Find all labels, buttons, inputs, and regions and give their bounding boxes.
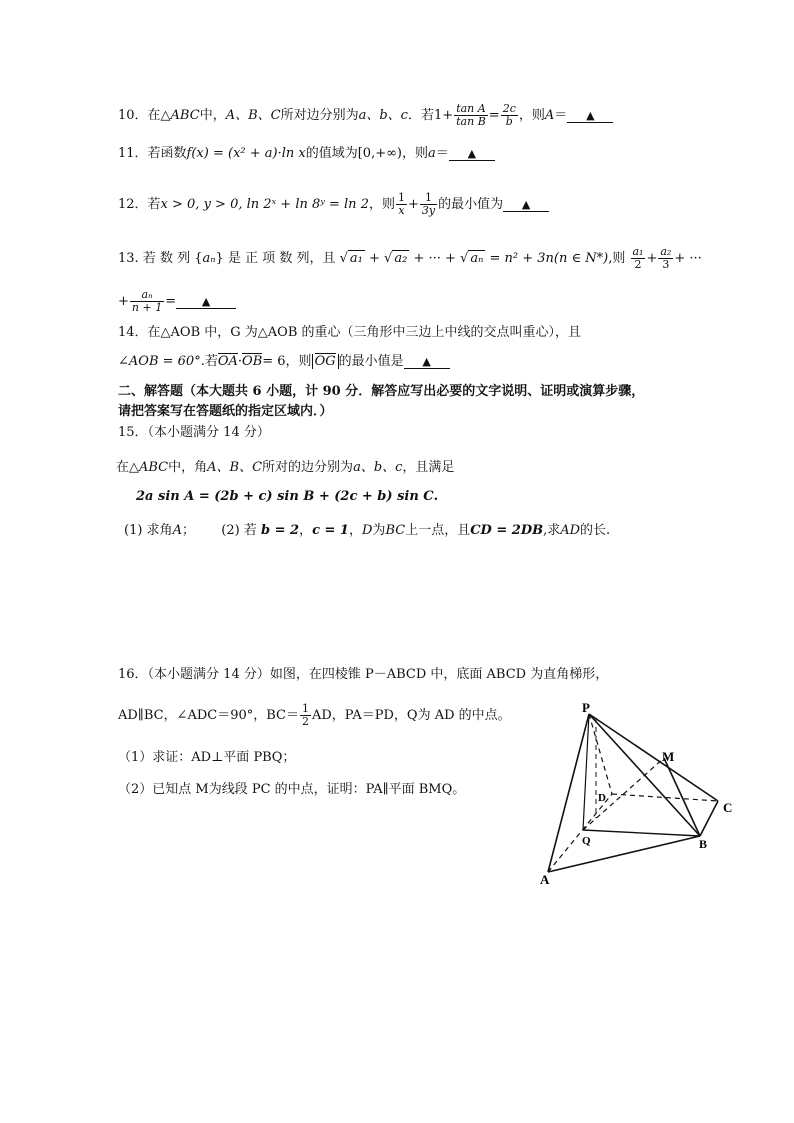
section-2-heading: 二、解答题（本大题共 6 小题，计 90 分．解答应写出必要的文字说明、证明或演算步骤， bbox=[118, 384, 645, 399]
question-15-equation bbox=[136, 487, 438, 507]
q15-part1-end: ； bbox=[181, 523, 195, 538]
q15-part2-end: 的长. bbox=[580, 523, 611, 538]
question-16-part2: （2）已知点 M为线段 PC 的中点，证明：PA∥平面 BMQ。 bbox=[118, 782, 466, 797]
question-16-line2 bbox=[118, 703, 511, 728]
q11-suffix: ，则 bbox=[402, 146, 429, 161]
q15-part1-pre: (1) 求角 bbox=[124, 523, 173, 538]
label-A: A bbox=[540, 872, 550, 887]
label-B: B bbox=[699, 837, 708, 851]
sqrt-icon: √ bbox=[339, 251, 348, 266]
q10-fraction-2c-b: $\frac{2c}{b}$ bbox=[502, 102, 516, 128]
q13-line2-plus: + bbox=[118, 294, 129, 309]
q13-text: } 是 正 项 数 列，且 bbox=[215, 251, 336, 266]
q10-text3: ．若1+ bbox=[407, 108, 454, 123]
q12-plus: + bbox=[407, 197, 419, 212]
q13-sqrt-a2: a₂ bbox=[394, 251, 408, 266]
q13-sqrt-an: aₙ bbox=[470, 251, 484, 266]
q13-plus: + bbox=[369, 251, 380, 266]
q13-answer-blank: ▲ bbox=[176, 295, 236, 309]
q12-fraction-1-x: $\frac{1}{x}$ bbox=[397, 191, 405, 217]
edge-AB bbox=[548, 836, 700, 872]
q13-equals: = bbox=[165, 294, 177, 309]
question-15-parts: (1) 求角A； (2) 若 b = 2，c = 1，D为BC上一点，且CD = 2DB,求AD的长. bbox=[124, 523, 611, 538]
q11-equals: ＝ bbox=[435, 146, 449, 161]
question-15-stem bbox=[116, 458, 454, 478]
q15-part2-q: ,求 bbox=[543, 523, 561, 538]
edge-PA bbox=[548, 714, 589, 872]
q15-part2-cd: CD = 2DB bbox=[470, 523, 544, 538]
label-D: D bbox=[598, 792, 606, 804]
q14-vector-OA: OA bbox=[218, 352, 238, 372]
q16-line2-post: AD，PA＝PD，Q为 AD 的中点。 bbox=[312, 708, 511, 723]
label-P: P bbox=[582, 700, 590, 715]
q15-stem-end: ，且满足 bbox=[402, 460, 455, 475]
q15-part2-AD: AD bbox=[560, 523, 581, 538]
q15-part2-b: b = 2 bbox=[260, 523, 300, 538]
q15-stem-pre: 在△ bbox=[116, 460, 139, 475]
q11-prefix: 11．若函数 bbox=[118, 146, 187, 161]
q10-equals2: ＝ bbox=[554, 108, 568, 123]
q12-text: ，则 bbox=[368, 197, 395, 212]
q15-part2-pre: (2) 若 bbox=[221, 523, 257, 538]
q11-a: a bbox=[428, 146, 436, 161]
q13-sqrt-a1: a₁ bbox=[349, 251, 363, 266]
q16-line2-pre: AD∥BC，∠ADC＝90°，BC＝ bbox=[118, 708, 299, 723]
q10-fraction-tan: $\frac{\text{tan A}}{\text{tan B}}$ bbox=[456, 102, 486, 128]
q14-abs-OG bbox=[312, 354, 339, 369]
q11-answer-blank: ▲ bbox=[449, 147, 495, 161]
q10-text2: 所对边分别为 bbox=[280, 108, 359, 123]
q15-part2-D: D bbox=[361, 523, 373, 538]
q14-angle: ∠AOB = 60° bbox=[118, 354, 201, 369]
q12-fraction-1-3y: $\frac{1}{3y}$ bbox=[421, 191, 436, 217]
q10-suffix: ，则 bbox=[518, 108, 545, 123]
q14-answer-blank: ▲ bbox=[404, 355, 450, 369]
q11-text: 的值域为 bbox=[305, 146, 358, 161]
q15-equation-text: 2a sin A = (2b + c) sin B + (2c + b) sin C bbox=[136, 489, 434, 504]
q12-condition: x > 0, y > 0, ln 2ˣ + ln 8ʸ = ln 2 bbox=[160, 197, 369, 212]
segment-QB bbox=[583, 830, 700, 836]
q14-then: ，则 bbox=[285, 354, 312, 369]
edge-PC bbox=[589, 714, 718, 801]
q12-suffix: 的最小值为 bbox=[438, 197, 504, 212]
question-13: 13. 若 数 列 {aₙ} 是 正 项 数 列，且 √ a₁ + √ a₂ + ··· + √ aₙ = n² + 3n(n ∈ N*),则 $\frac{\text{a₁}}{2}$ + $\frac{\text{a₂}}{3}$ + ··· bbox=[118, 245, 702, 271]
q10-A: A bbox=[544, 108, 555, 123]
q13-fraction-an-n1: $\frac{\text{aₙ}}{n + 1}$ bbox=[131, 288, 163, 314]
q10-angles: A、B、C bbox=[225, 108, 281, 123]
q13-formula: = n² + 3n(n ∈ N*) bbox=[489, 251, 609, 266]
q12-prefix: 12．若 bbox=[118, 197, 161, 212]
q15-sides: a、b、c bbox=[353, 460, 403, 475]
q13-prefix: 13. 若 数 列 { bbox=[118, 251, 203, 266]
question-16-line1: 16．（本小题满分 14 分）如图，在四棱锥 P－ABCD 中，底面 ABCD 为直角梯形， bbox=[118, 667, 609, 682]
sqrt-icon: √ bbox=[460, 251, 469, 266]
q10-answer-blank: ▲ bbox=[567, 109, 613, 123]
q10-equals: = bbox=[488, 108, 500, 123]
q11-range: [0,+∞) bbox=[357, 146, 403, 161]
q10-text: 中， bbox=[199, 108, 226, 123]
label-M: M bbox=[662, 749, 675, 764]
q11-function: f(x) = (x² + a)·ln x bbox=[186, 146, 306, 161]
q14-vector-OB: OB bbox=[242, 352, 262, 372]
question-15-header: 15．（本小题满分 14 分） bbox=[118, 425, 270, 440]
q14-vector-OG: OG bbox=[315, 352, 336, 372]
label-C: C bbox=[723, 800, 733, 815]
q15-stem-mid: 中，角 bbox=[168, 460, 208, 475]
q10-prefix: 10．在△ bbox=[118, 108, 171, 123]
q13-fraction-a2-3: $\frac{\text{a₂}}{3}$ bbox=[660, 245, 672, 271]
q10-triangle: ABC bbox=[170, 108, 200, 123]
q14-eq6: = 6 bbox=[262, 354, 286, 369]
q13-sequence: aₙ bbox=[202, 251, 216, 266]
segment-QM-dashed bbox=[583, 758, 664, 830]
q15-part2-c: c = 1 bbox=[312, 523, 349, 538]
q13-dots: + ··· + bbox=[413, 251, 456, 266]
edge-BC bbox=[700, 801, 718, 836]
q14-suffix: 的最小值是 bbox=[338, 354, 404, 369]
q13-fraction-a1-2: $\frac{\text{a₁}}{2}$ bbox=[632, 245, 644, 271]
label-Q: Q bbox=[582, 835, 591, 847]
question-14-line1: 14．在△AOB 中，G 为△AOB 的重心（三角形中三边上中线的交点叫重心），且 bbox=[118, 325, 582, 340]
question-16-part1: （1）求证：AD⊥平面 PBQ； bbox=[118, 750, 296, 765]
q15-part2-mid2: 上一点，且 bbox=[405, 523, 471, 538]
q15-stem-mid2: 所对的边分别为 bbox=[262, 460, 354, 475]
sqrt-icon: √ bbox=[384, 251, 393, 266]
q13-then: ,则 bbox=[608, 251, 626, 266]
question-10 bbox=[118, 103, 613, 128]
question-13-line2 bbox=[118, 289, 236, 314]
q12-answer-blank: ▲ bbox=[503, 198, 549, 212]
q15-equation-end: . bbox=[433, 489, 439, 504]
q13-trail: + ··· bbox=[674, 251, 702, 266]
pyramid-figure bbox=[534, 698, 744, 888]
q15-angles: A、B、C bbox=[207, 460, 263, 475]
q14-if: .若 bbox=[200, 354, 218, 369]
question-11 bbox=[118, 144, 495, 164]
q16-fraction-half: $\frac{1}{2}$ bbox=[302, 702, 309, 728]
segment-MB bbox=[664, 758, 700, 836]
q15-part2-BC: BC bbox=[385, 523, 406, 538]
q15-part2-mid: 为 bbox=[372, 523, 386, 538]
q15-triangle: ABC bbox=[139, 460, 169, 475]
section-2-heading-line2: 请把答案写在答题纸的指定区域内．） bbox=[118, 404, 333, 419]
question-12 bbox=[118, 192, 549, 217]
question-14-line2 bbox=[118, 352, 450, 372]
q10-sides: a、b、c bbox=[358, 108, 408, 123]
q14-dot: · bbox=[237, 354, 243, 369]
q15-part1-A: A bbox=[172, 523, 182, 538]
